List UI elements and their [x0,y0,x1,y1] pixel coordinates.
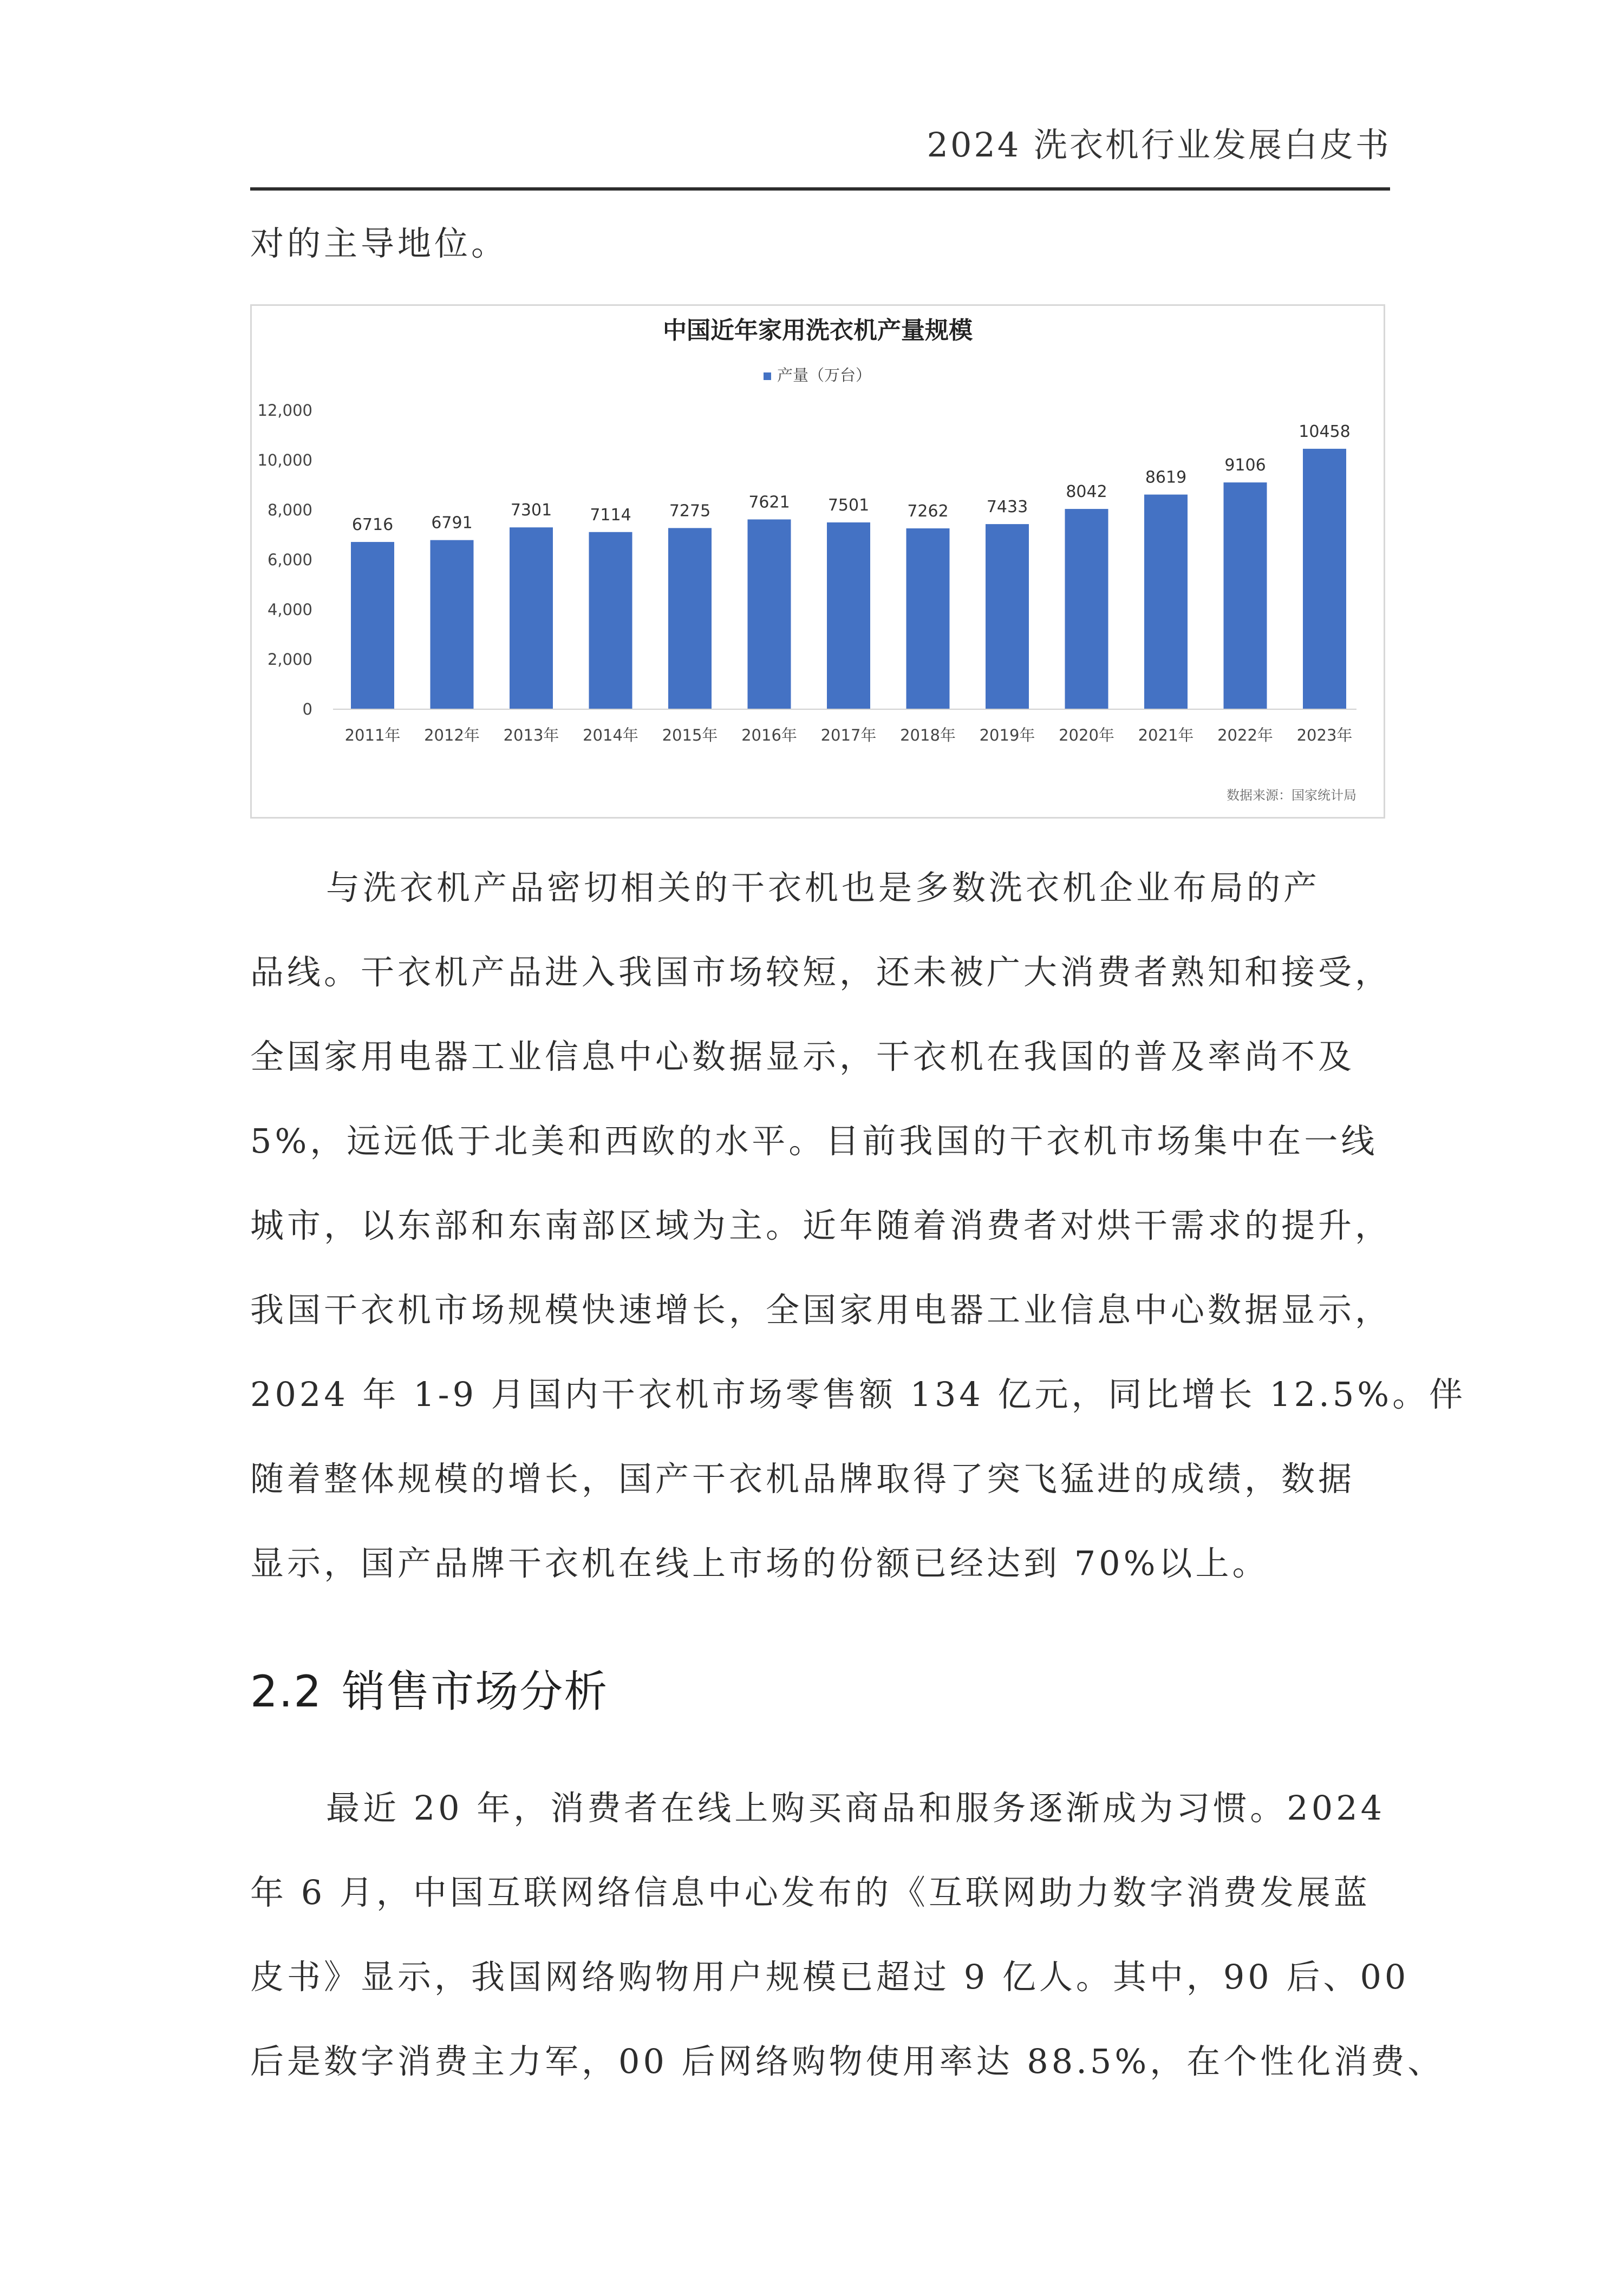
legend-swatch [764,372,771,380]
bar-2022年 [1224,482,1267,709]
bar-2014年 [589,532,632,709]
bar-value-label: 8042 [1066,482,1107,502]
bar-2012年 [431,540,474,709]
x-tick-label: 2012年 [424,726,480,744]
bar-2021年 [1144,495,1188,709]
y-tick-label: 10,000 [257,451,312,469]
text-line: 品线。干衣机产品进入我国市场较短，还未被广大消费者熟知和接受， [250,952,1392,992]
x-tick-label: 2011年 [344,726,401,744]
x-tick-label: 2022年 [1217,726,1273,744]
bar-value-label: 10458 [1299,422,1351,441]
text-line: 最近 20 年，消费者在线上购买商品和服务逐渐成为习惯。2024 [326,1788,1386,1828]
bar-value-label: 7301 [510,501,552,520]
chart-svg [252,306,1384,817]
bar-value-label: 6716 [351,515,394,535]
header-title: 2024 洗衣机行业发展白皮书 [927,125,1391,165]
bar-2015年 [668,528,712,709]
chart-title: 中国近年家用洗衣机产量规模 [663,317,973,344]
y-tick-label: 2,000 [267,650,312,669]
x-tick-label: 2014年 [583,726,638,744]
bar-value-label: 8619 [1145,468,1187,487]
bar-value-label: 7114 [590,505,631,525]
y-tick-label: 6,000 [267,551,312,569]
text-line: 2024 年 1-9 月国内干衣机市场零售额 134 亿元，同比增长 12.5%。伴 [250,1375,1466,1414]
x-tick-label: 2018年 [900,726,956,744]
bar-value-label: 7262 [907,501,949,521]
bars-group [345,422,1353,744]
text-line: 年 6 月，中国互联网络信息中心发布的《互联网助力数字消费发展蓝 [250,1873,1371,1912]
text-line: 随着整体规模的增长，国产干衣机品牌取得了突飞猛进的成绩，数据 [250,1459,1355,1499]
text-line: 5%，远远低于北美和西欧的水平。目前我国的干衣机市场集中在一线 [250,1121,1378,1161]
text-line: 后是数字消费主力军，00 后网络购物使用率达 88.5%，在个性化消费、 [250,2042,1445,2081]
bar-2023年 [1303,449,1346,709]
x-tick-label: 2017年 [820,726,877,744]
x-tick-label: 2021年 [1138,726,1194,744]
y-tick-label: 0 [302,700,312,718]
chart-source: 数据来源：国家统计局 [1227,788,1356,803]
bar-value-label: 7501 [827,495,870,515]
y-tick-label: 8,000 [267,501,312,519]
bar-value-label: 7621 [748,493,790,512]
x-tick-label: 2020年 [1059,726,1114,744]
bar-2017年 [827,522,870,709]
bar-2016年 [748,519,791,709]
section-heading [250,1657,608,1719]
bar-2019年 [986,524,1029,709]
bar-2020年 [1065,509,1108,709]
text-line: 城市，以东部和东南部区域为主。近年随着消费者对烘干需求的提升， [250,1206,1392,1245]
legend-label: 产量（万台） [777,366,872,384]
bar-value-label: 6791 [431,513,473,533]
header-rule [250,187,1390,191]
text-line: 显示，国产品牌干衣机在线上市场的份额已经达到 70%以上。 [250,1543,1269,1583]
bar-value-label: 7433 [986,498,1028,517]
production-chart [250,304,1385,819]
y-tick-label: 4,000 [267,600,312,619]
bar-value-label: 9106 [1224,456,1266,475]
y-axis [258,401,312,718]
section-number: 2.2 [250,1666,323,1717]
bar-2018年 [906,528,950,709]
x-tick-label: 2016年 [741,726,797,744]
text-line: 我国干衣机市场规模快速增长，全国家用电器工业信息中心数据显示， [250,1290,1392,1330]
x-tick-label: 2015年 [662,726,718,744]
x-tick-label: 2019年 [979,726,1035,744]
x-tick-label: 2023年 [1296,726,1353,744]
text-line: 全国家用电器工业信息中心数据显示，干衣机在我国的普及率尚不及 [250,1037,1355,1076]
section-title: 销售市场分析 [342,1666,609,1717]
bar-value-label: 7275 [669,501,711,521]
x-tick-label: 2013年 [503,726,559,744]
bar-2013年 [510,527,553,709]
text-line: 与洗衣机产品密切相关的干衣机也是多数洗衣机企业布局的产 [326,868,1321,907]
intro-line: 对的主导地位。 [250,224,508,263]
text-line: 皮书》显示，我国网络购物用户规模已超过 9 亿人。其中，90 后、00 [250,1957,1410,1997]
y-tick-label: 12,000 [257,401,312,420]
bar-2011年 [351,542,394,709]
